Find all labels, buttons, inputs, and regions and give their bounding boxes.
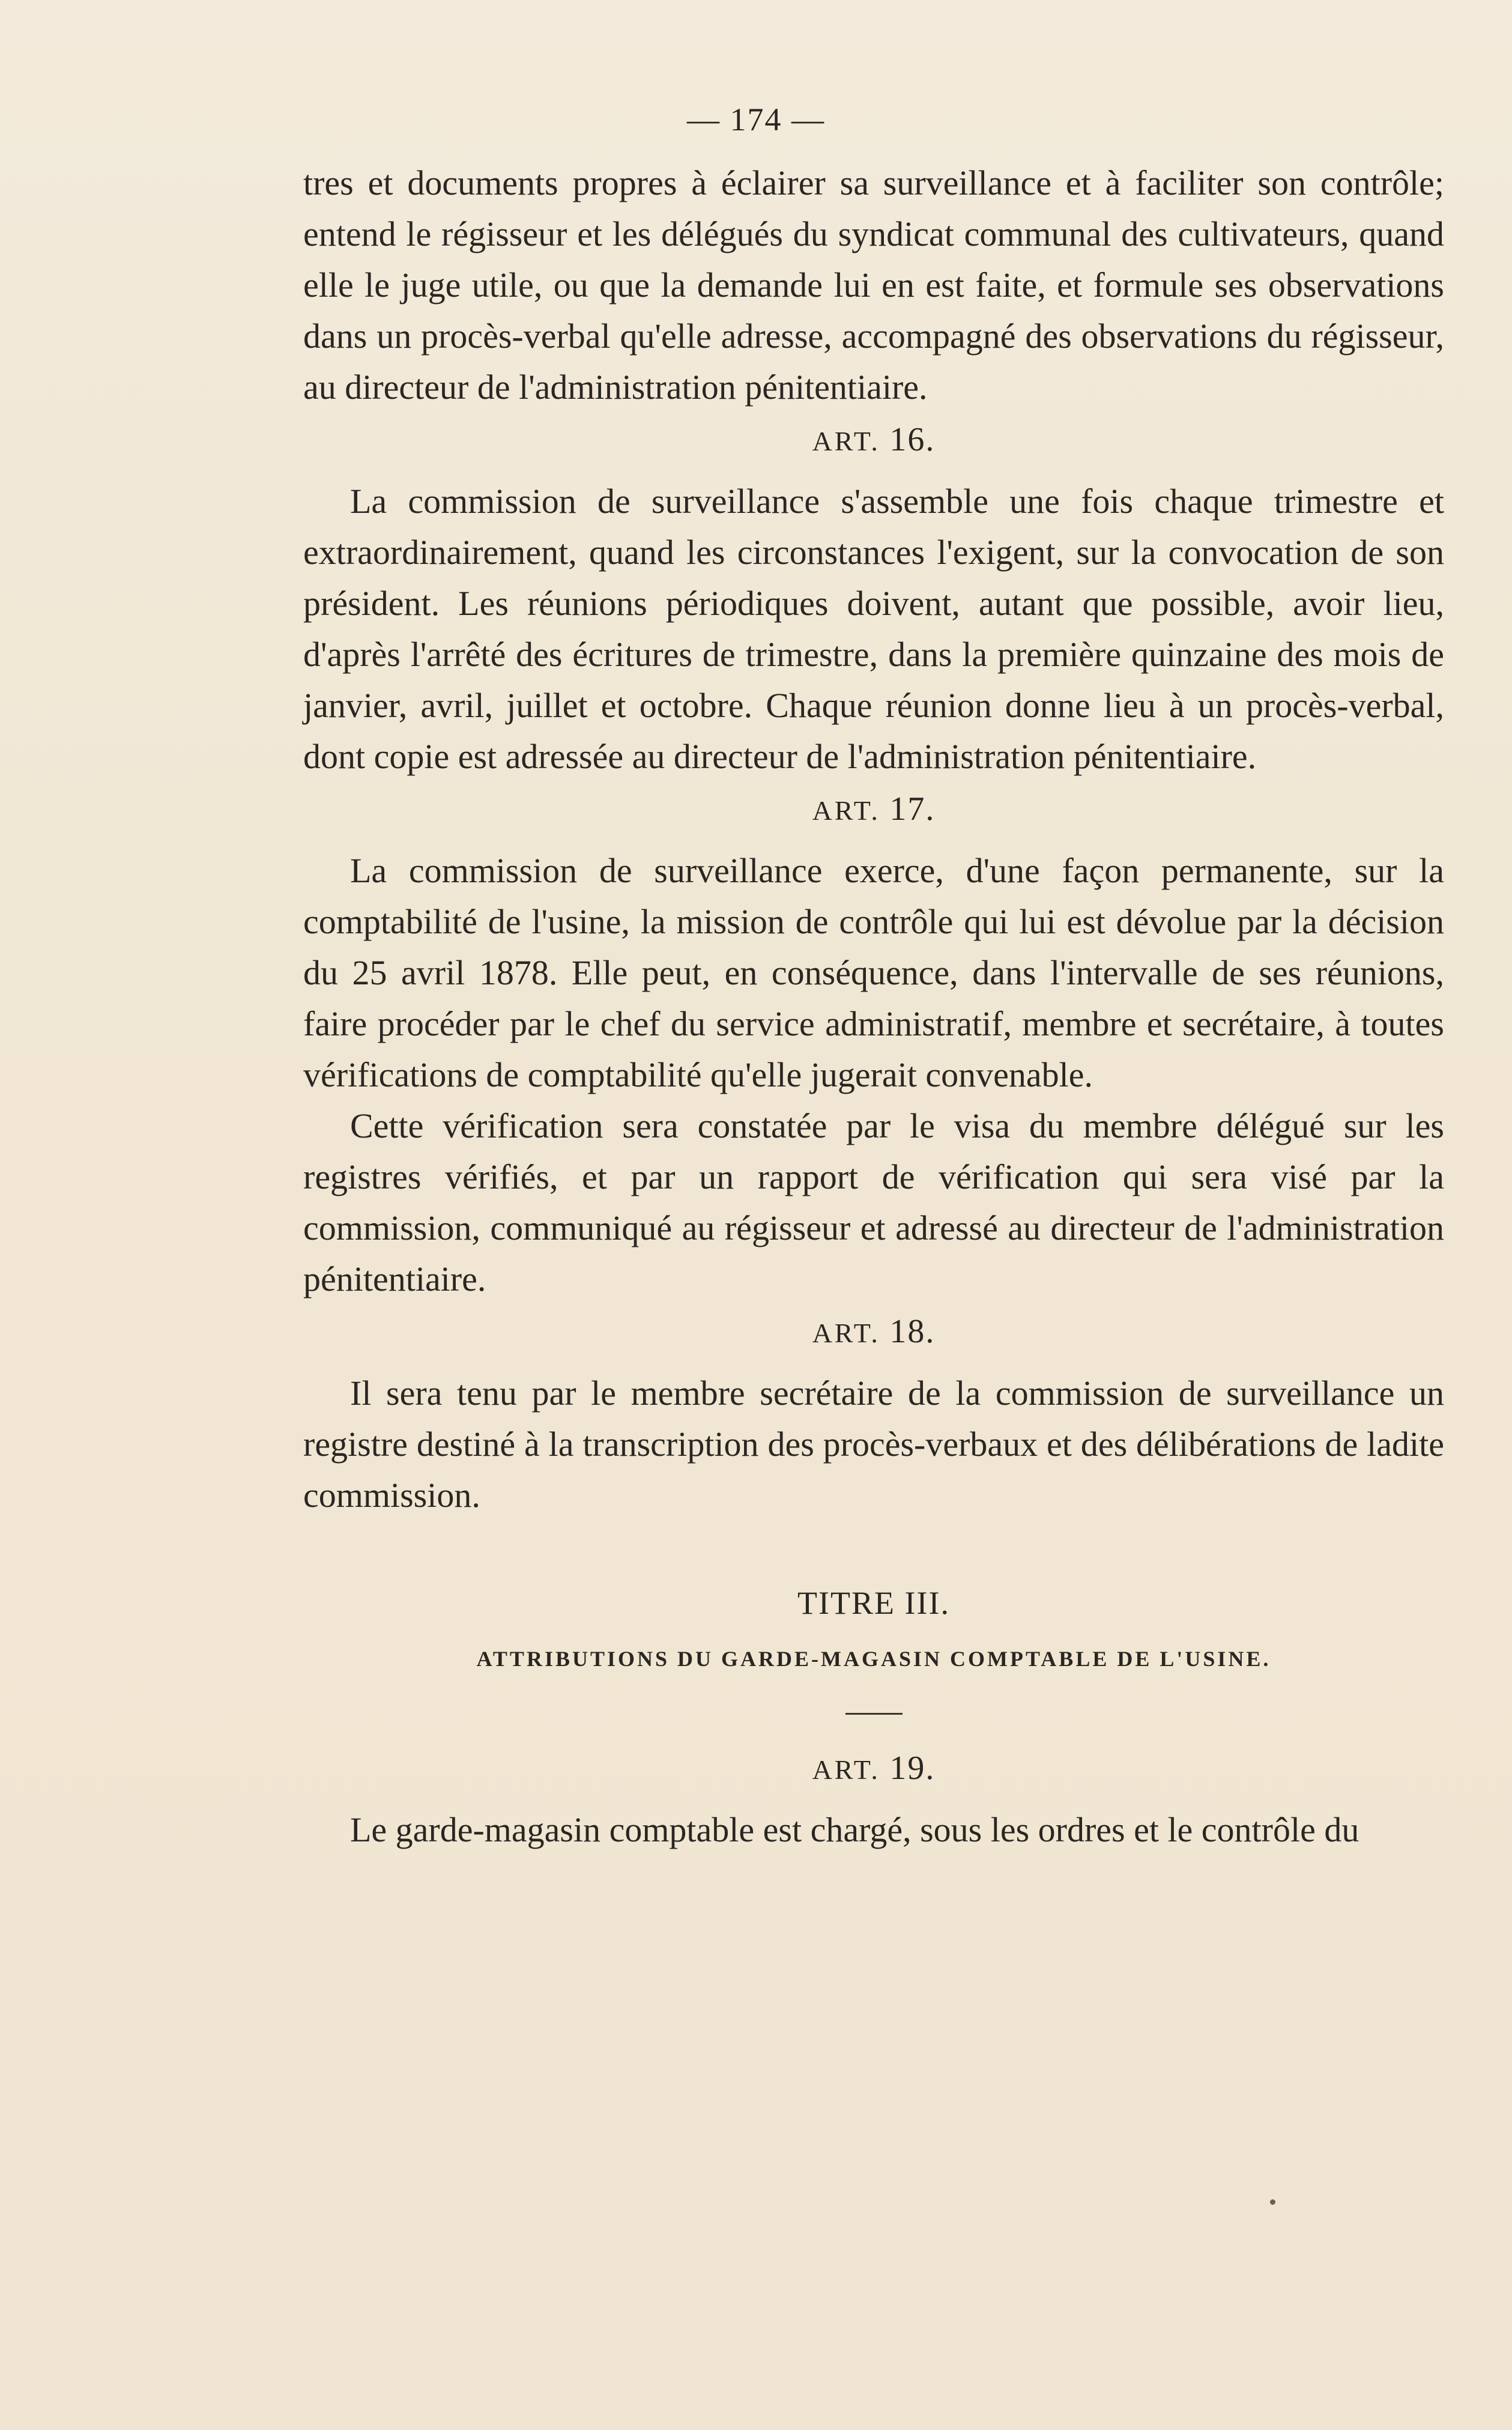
article-label: ART. xyxy=(812,795,880,826)
article-17-text-2: Cette vérification sera constatée par le visa du membre délégué sur les registres vérifiés, et par un rapport de vérification qui sera visé par la commission, communiqué au régisseur et adressé au directeur de l'administration pénitentiaire. xyxy=(303,1106,1444,1298)
divider-rule xyxy=(845,1713,903,1715)
article-19-text: Le garde-magasin comptable est chargé, sous les ordres et le contrôle du xyxy=(350,1810,1359,1849)
article-16-heading xyxy=(303,416,1444,465)
page-number: — 174 — xyxy=(687,102,825,138)
article-label: ART. xyxy=(812,426,880,456)
body-text xyxy=(303,157,1444,1855)
section-subtitle: ATTRIBUTIONS DU GARDE-MAGASIN COMPTABLE DE L'USINE. xyxy=(476,1647,1271,1671)
article-19-heading xyxy=(303,1745,1444,1793)
article-number: 17. xyxy=(889,790,936,828)
article-label: ART. xyxy=(812,1754,880,1785)
article-number: 18. xyxy=(889,1313,936,1350)
article-17-text: La commission de surveillance exerce, d'une façon permanente, sur la comptabilité de l'usine, la mission de contrôle qui lui est dévolue par la décision du 25 avril 1878. Elle peut, en conséquence, dans l'intervalle de ses réunions, faire procéder par le chef du service administratif, membre et secrétaire, à toutes vérifications de comptabilité qu'elle jugerait convenable. xyxy=(303,851,1444,1094)
article-18-heading xyxy=(303,1308,1444,1357)
article-17-heading xyxy=(303,786,1444,834)
article-16-text: La commission de surveillance s'assemble une fois chaque trimestre et extraordinairement, quand les circonstances l'exigent, sur la convocation de son président. Les réunions périodiques doivent, autant que possible, avoir lieu, d'après l'arrêté des écritures de trimestre, dans la première quinzaine des mois de janvier, avril, juillet et octobre. Chaque réunion donne lieu à un procès-verbal, dont copie est adressée au directeur de l'administration pénitentiaire. xyxy=(303,482,1444,776)
paragraph-continuation: tres et documents propres à éclairer sa surveillance et à faciliter son contrôle; entend le régisseur et les délégués du syndicat communal des cultivateurs, quand elle le juge utile, ou que la demande lui en est faite, et formule ses observations dans un procès-verbal qu'elle adresse, accompagné des observations du régisseur, au directeur de l'administration pénitentiaire. xyxy=(303,163,1444,407)
article-number: 19. xyxy=(889,1750,936,1787)
article-label: ART. xyxy=(812,1318,880,1348)
article-number: 16. xyxy=(889,421,936,458)
section-title: TITRE III. xyxy=(797,1585,950,1621)
ink-speck xyxy=(1270,2199,1275,2205)
article-18-text: Il sera tenu par le membre secrétaire de la commission de surveillance un registre destiné à la transcription des procès-verbaux et des délibérations de ladite commission. xyxy=(303,1374,1444,1515)
